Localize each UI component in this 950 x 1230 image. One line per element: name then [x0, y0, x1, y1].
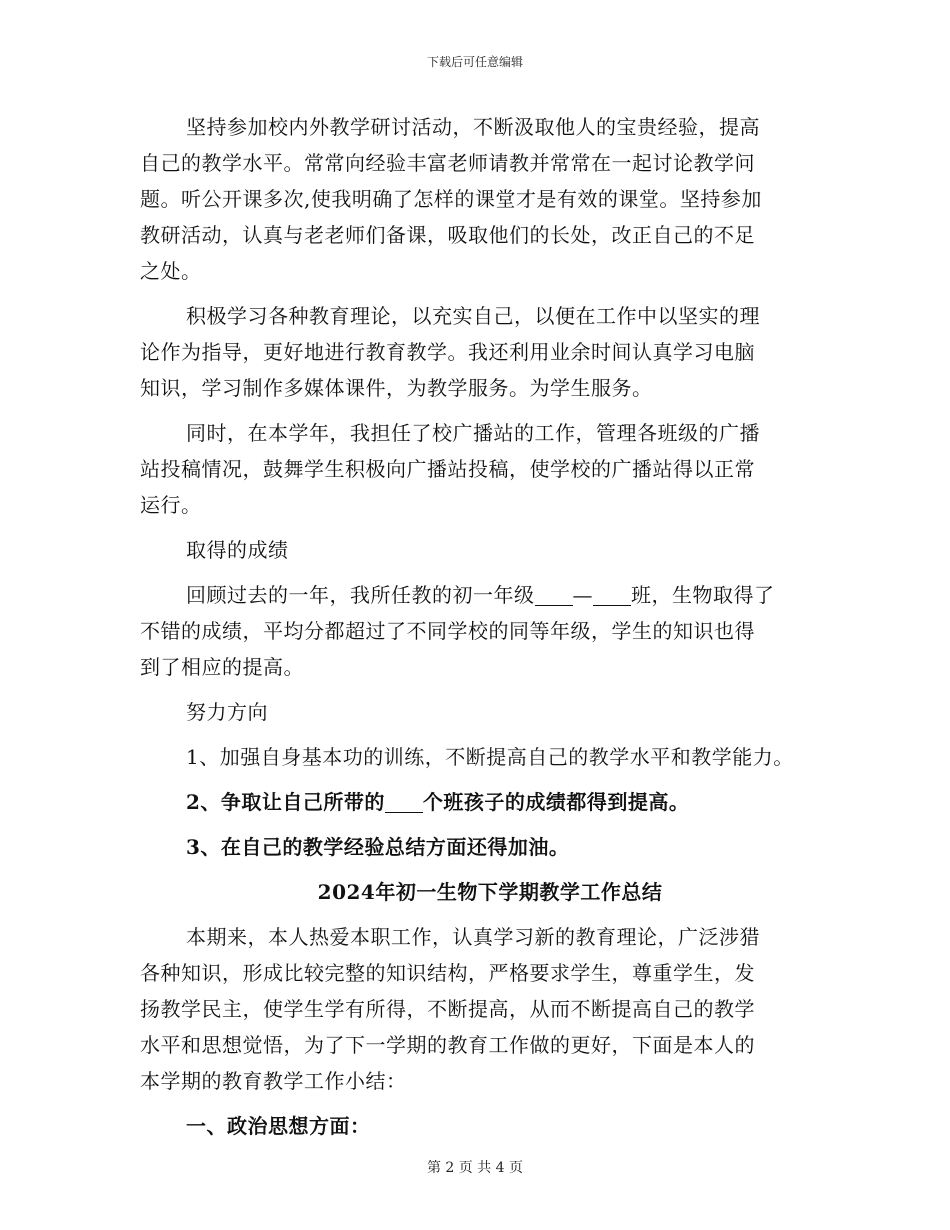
text-line: 本学期的教育教学工作小结： [140, 1069, 407, 1093]
text-line: 自己的教学水平。常常向经验丰富老师请教并常常在一起讨论教学问 [140, 151, 755, 175]
heading-achievements: 取得的成绩 [186, 538, 289, 562]
page-header: 下载后可任意编辑 [426, 55, 523, 69]
paragraph-summary-intro [140, 919, 830, 1099]
text-segment: 2、争取让自己所带的 [186, 790, 385, 814]
list-item-1: 1、加强自身基本功的训练，不断提高自己的教学水平和教学能力。 [186, 745, 794, 769]
text-line: 坚持参加校内外教学研讨活动，不断汲取他人的宝贵经验，提高 [186, 115, 760, 139]
text-line: 题。听公开课多次,使我明确了怎样的课堂才是有效的课堂。坚持参加 [140, 187, 762, 211]
text-segment: 班，生物取得了 [631, 583, 775, 607]
text-line: 各种知识，形成比较完整的知识结构，严格要求学生，尊重学生，发 [140, 961, 755, 985]
document-body [140, 109, 830, 1144]
heading-politics: 一、政治思想方面： [186, 1114, 371, 1138]
text-line: 本期来，本人热爱本职工作，认真学习新的教育理论，广泛涉猎 [186, 925, 760, 949]
text-line: 水平和思想觉悟，为了下一学期的教育工作做的更好，下面是本人的 [140, 1033, 755, 1057]
list-item-3: 3、在自己的教学经验总结方面还得加油。 [186, 835, 570, 859]
text-line: 教研活动，认真与老老师们备课，吸取他们的长处，改正自己的不足 [140, 223, 755, 247]
document-title: 2024年初一生物下学期教学工作总结 [317, 880, 663, 904]
list-item-2 [140, 784, 830, 820]
text-line: 同时，在本学年，我担任了校广播站的工作，管理各班级的广播 [186, 421, 760, 445]
text-line: 到了相应的提高。 [140, 655, 304, 679]
paragraph-theory-study [140, 298, 830, 406]
fill-blank [593, 583, 631, 606]
paragraph-teaching-research [140, 109, 830, 289]
text-segment: 回顾过去的一年，我所任教的初一年级 [186, 583, 535, 607]
text-line: 论作为指导，更好地进行教育教学。我还利用业余时间认真学习电脑 [140, 340, 755, 364]
page-footer: 第 2 页 共 4 页 [426, 1160, 524, 1176]
text-line: 不错的成绩，平均分都超过了不同学校的同等年级，学生的知识也得 [140, 619, 755, 643]
text-line: 站投稿情况，鼓舞学生积极向广播站投稿，使学校的广播站得以正常 [140, 457, 755, 481]
text-line: 积极学习各种教育理论，以充实自己，以便在工作中以坚实的理 [186, 304, 760, 328]
text-line: 扬教学民主，使学生学有所得，不断提高，从而不断提高自己的教学 [140, 997, 755, 1021]
text-line: 之处。 [140, 259, 202, 283]
text-segment: — [572, 583, 593, 607]
text-line: 知识，学习制作多媒体课件，为教学服务。为学生服务。 [140, 376, 653, 400]
text-segment: 个班孩子的成绩都得到提高。 [422, 790, 690, 814]
text-line-with-blanks [140, 577, 830, 613]
paragraph-achievements [140, 577, 830, 685]
fill-blank [535, 583, 573, 606]
heading-direction: 努力方向 [186, 700, 268, 724]
text-line: 运行。 [140, 493, 202, 517]
paragraph-broadcast-station [140, 415, 830, 523]
fill-blank [385, 790, 423, 813]
